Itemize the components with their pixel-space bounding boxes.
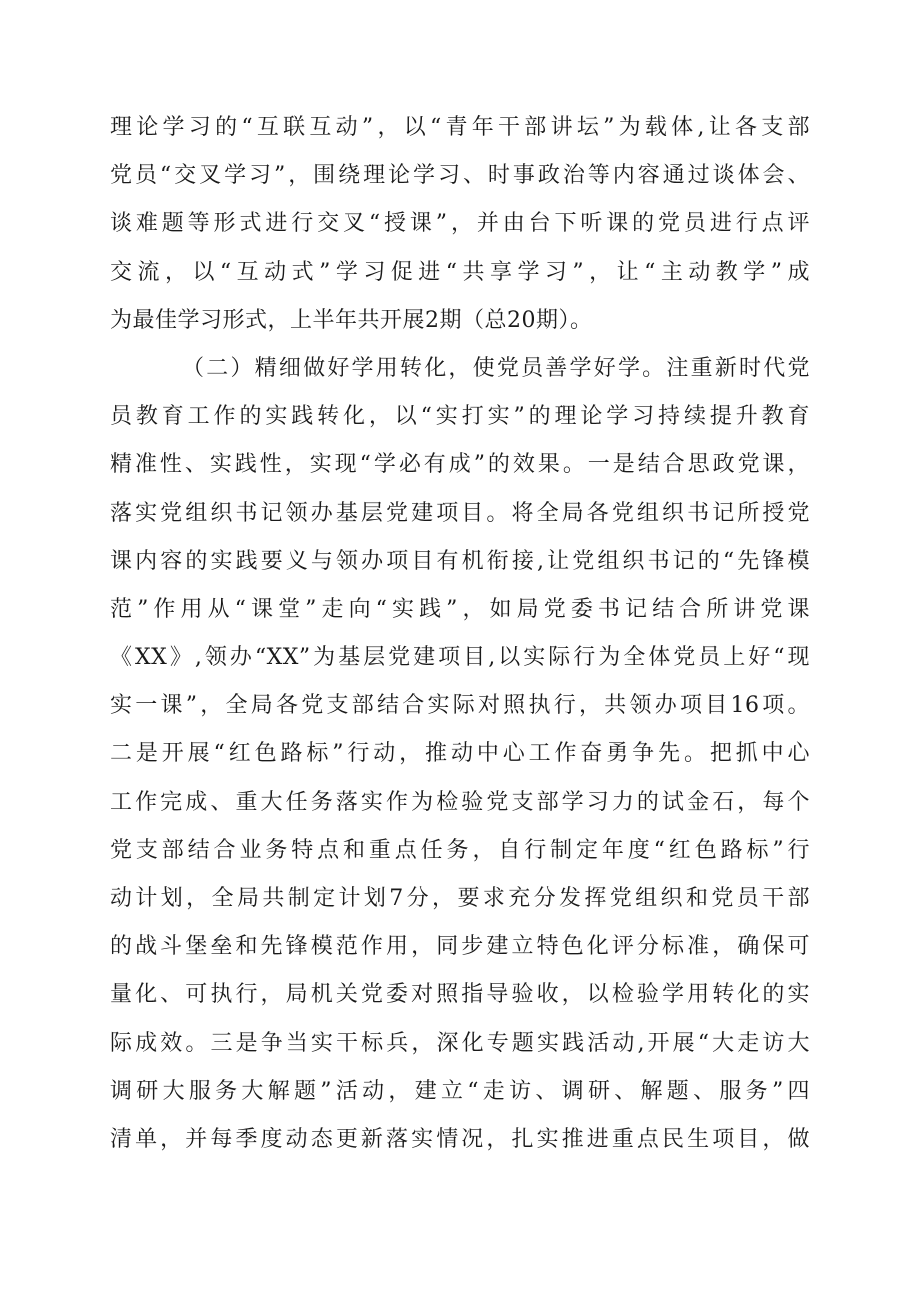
text-line: 二是开展“红色路标”行动，推动中心工作奋勇争先。把抓中心 (110, 741, 810, 767)
text-line: 落实党组织书记领办基层党建项目。将全局各党组织书记所授党 (110, 500, 810, 526)
text-line: 课内容的实践要义与领办项目有机衔接,让党组织书记的“先锋模 (110, 548, 810, 574)
paragraph-1 (110, 104, 810, 345)
text-line: 的战斗堡垒和先锋模范作用，同步建立特色化评分标准，确保可 (110, 934, 810, 960)
text-line: 范”作用从“课堂”走向“实践”，如局党委书记结合所讲党课 (110, 596, 810, 622)
text-line: 理论学习的“互联互动”，以“青年干部讲坛”为载体,让各支部 (110, 115, 810, 140)
text-line: 精准性、实践性，实现“学必有成”的效果。一是结合思政党课， (110, 452, 810, 478)
text-line: 员教育工作的实践转化，以“实打实”的理论学习持续提升教育 (110, 404, 810, 430)
text-line: 交流，以“互动式”学习促进“共享学习”，让“主动教学”成 (110, 259, 810, 285)
text-line: 谈难题等形式进行交叉“授课”，并由台下听课的党员进行点评 (110, 211, 810, 237)
text-line: 党员“交叉学习”，围绕理论学习、时事政治等内容通过谈体会、 (110, 163, 810, 189)
paragraph-2 (110, 345, 810, 1164)
text-line: 动计划，全局共制定计划7分，要求充分发挥党组织和党员干部 (110, 886, 810, 911)
text-line: 际成效。三是争当实干标兵，深化专题实践活动,开展“大走访大 (110, 1030, 810, 1056)
text-line: 量化、可执行，局机关党委对照指导验收，以检验学用转化的实 (110, 982, 810, 1008)
document-body (110, 104, 810, 1164)
text-line: 实一课”，全局各党支部结合实际对照执行，共领办项目16项。 (110, 693, 810, 719)
text-line: 调研大服务大解题”活动，建立“走访、调研、解题、服务”四 (110, 1078, 810, 1104)
text-line: 《XX》,领办“XX”为基层党建项目,以实际行为全体党员上好“现 (110, 645, 810, 671)
text-line: （二）精细做好学用转化，使党员善学好学。注重新时代党 (182, 355, 810, 381)
text-line: 为最佳学习形式，上半年共开展2期（总20期）。 (110, 307, 593, 333)
text-line: 党支部结合业务特点和重点任务，自行制定年度“红色路标”行 (110, 837, 810, 863)
text-line: 清单，并每季度动态更新落实情况，扎实推进重点民生项目，做 (110, 1126, 810, 1152)
text-line: 工作完成、重大任务落实作为检验党支部学习力的试金石，每个 (110, 789, 810, 815)
